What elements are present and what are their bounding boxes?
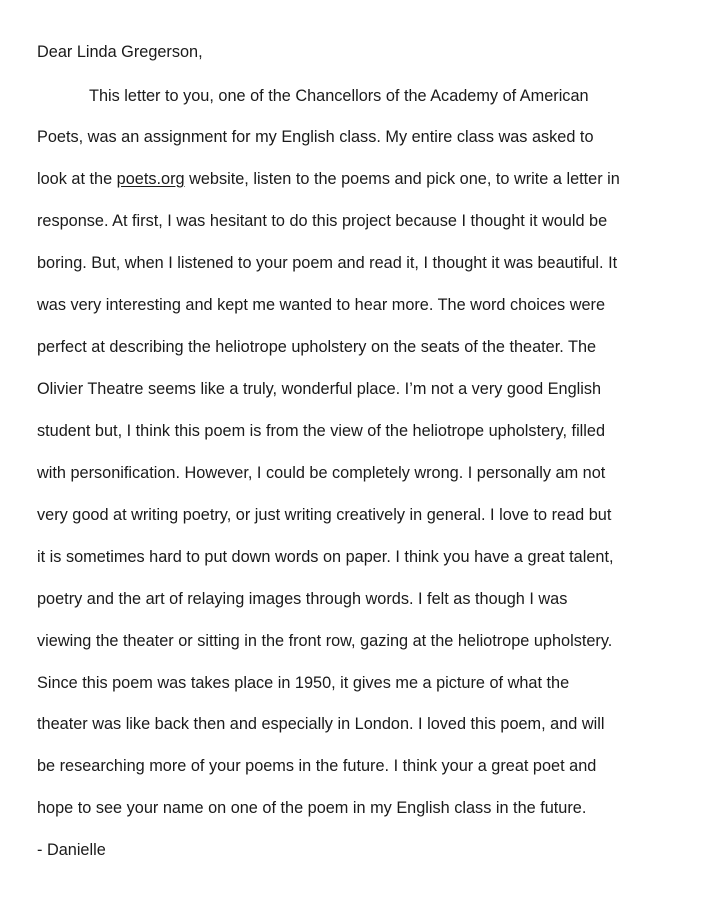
- body-line-6: was very interesting and kept me wanted to hear more. The word choices were: [37, 296, 606, 314]
- body-line-7: perfect at describing the heliotrope upholstery on the seats of the theater. The: [37, 338, 597, 356]
- body-line-5: boring. But, when I listened to your poem and read it, I thought it was beautiful. It: [37, 254, 618, 272]
- body-line-3-before: look at the: [37, 170, 117, 188]
- body-line-8: Olivier Theatre seems like a truly, wonderful place. I’m not a very good English: [37, 380, 602, 398]
- body-line-17: be researching more of your poems in the future. I think your a great poet and: [37, 757, 597, 775]
- body-line-15: Since this poem was takes place in 1950, it gives me a picture of what the: [37, 674, 570, 692]
- signature: - Danielle: [37, 841, 106, 859]
- body-line-12: it is sometimes hard to put down words on paper. I think you have a great talent,: [37, 548, 614, 566]
- poets-org-link[interactable]: poets.org: [116, 170, 185, 188]
- body-line-1: This letter to you, one of the Chancellors of the Academy of American: [89, 87, 589, 105]
- body-line-3: [37, 169, 620, 189]
- salutation: Dear Linda Gregerson,: [37, 43, 203, 61]
- body-line-3-after: website, listen to the poems and pick one, to write a letter in: [184, 170, 620, 188]
- body-line-9: student but, I think this poem is from the view of the heliotrope upholstery, filled: [37, 422, 606, 440]
- body-line-11: very good at writing poetry, or just writing creatively in general. I love to read but: [37, 506, 612, 524]
- body-line-18: hope to see your name on one of the poem in my English class in the future.: [37, 799, 587, 817]
- body-line-13: poetry and the art of relaying images through words. I felt as though I was: [37, 590, 568, 608]
- body-line-10: with personification. However, I could be completely wrong. I personally am not: [37, 464, 606, 482]
- body-line-2: Poets, was an assignment for my English class. My entire class was asked to: [37, 128, 594, 146]
- body-line-16: theater was like back then and especially in London. I loved this poem, and will: [37, 715, 605, 733]
- body-line-4: response. At first, I was hesitant to do this project because I thought it would be: [37, 212, 608, 230]
- body-line-14: viewing the theater or sitting in the front row, gazing at the heliotrope upholstery.: [37, 632, 613, 650]
